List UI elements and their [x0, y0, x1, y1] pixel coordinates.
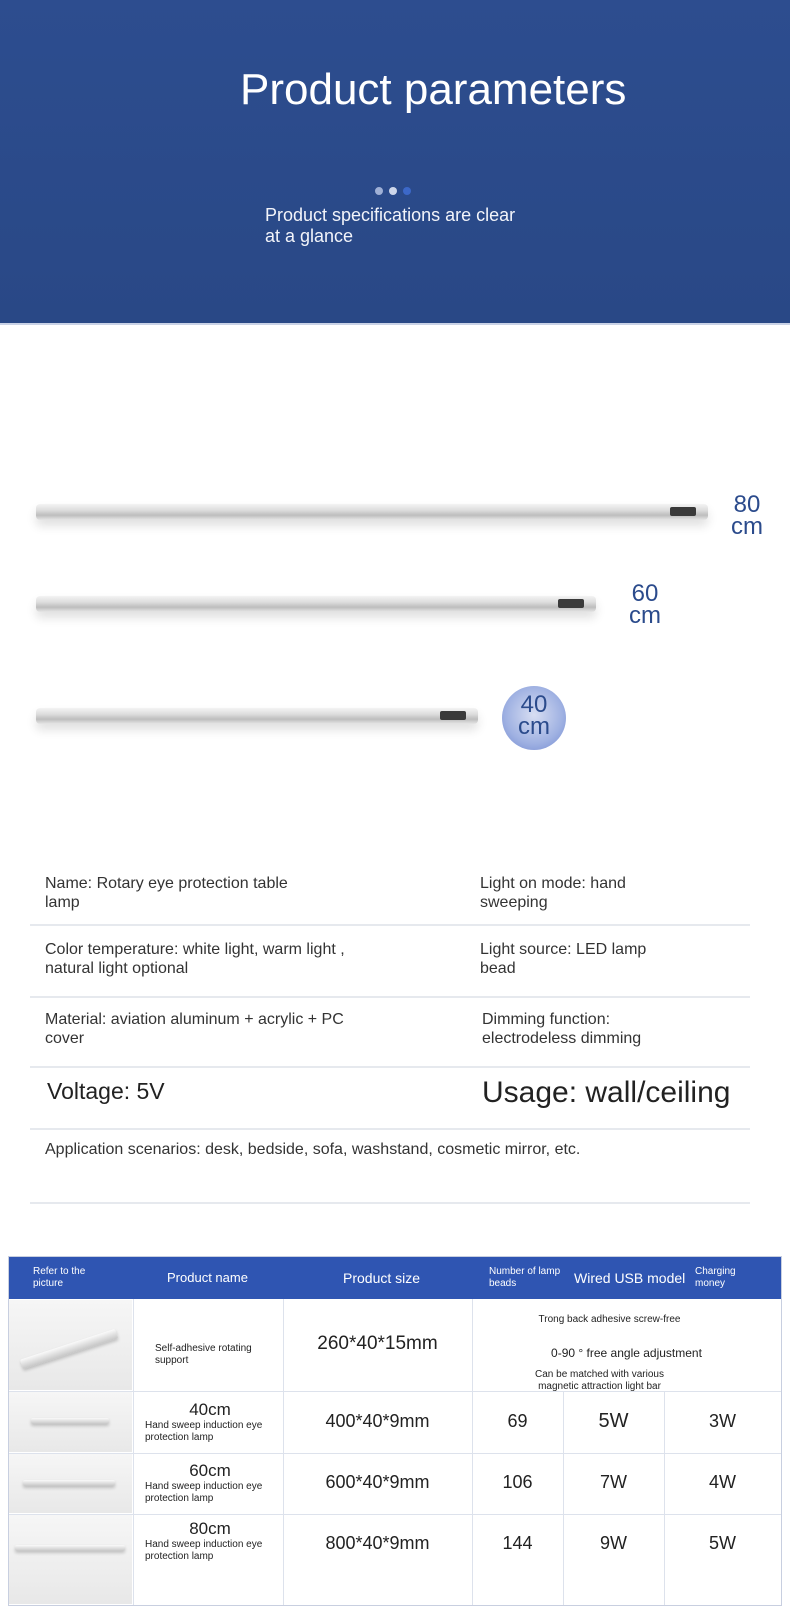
hero-subtitle: Product specifications are clear at a glance [265, 205, 516, 246]
size-unit: cm [731, 513, 763, 540]
spec-application: Application scenarios: desk, bedside, sofa, washstand, cosmetic mirror, etc. [45, 1141, 581, 1158]
size-unit: cm [629, 602, 661, 629]
size-number: 40 [520, 691, 548, 718]
hero-title: Product parameters [240, 65, 627, 114]
support-name: Self-adhesive rotating support [155, 1343, 252, 1366]
spec-row [30, 1068, 750, 1130]
spec-dimming: Dimming function: electrodeless dimming [482, 1011, 642, 1047]
support-size: 260*40*15mm [317, 1333, 438, 1354]
row-length: 60cm [189, 1461, 231, 1480]
sensor-icon [670, 507, 696, 516]
sensor-icon [440, 711, 466, 720]
spec-row [30, 926, 750, 998]
row-usb: 7W [600, 1472, 627, 1492]
spec-usage: Usage: wall/ceiling [482, 1076, 731, 1109]
spec-color-temperature: Color temperature: white light, warm light , natural light optional [45, 941, 345, 977]
row-beads: 69 [507, 1411, 528, 1431]
row-desc: Hand sweep induction eye protection lamp [145, 1539, 263, 1562]
row-charging: 4W [709, 1472, 736, 1492]
dot-icon [389, 187, 397, 195]
support-note-1: Trong back adhesive screw-free [538, 1314, 681, 1325]
row-thumbnail [9, 1454, 132, 1513]
spec-light-on-mode: Light on mode: hand sweeping [480, 875, 626, 911]
lamp-bar-60 [36, 596, 596, 612]
lamp-image [31, 1418, 109, 1424]
support-note-2: 0-90 ° free angle adjustment [551, 1346, 702, 1360]
header-name: Product name [167, 1270, 248, 1285]
table-divider [133, 1299, 134, 1605]
lamp-bar-40 [36, 708, 478, 724]
table-header [9, 1257, 781, 1299]
decorative-dots [375, 182, 417, 200]
row-size: 600*40*9mm [325, 1472, 430, 1492]
spec-voltage: Voltage: 5V [47, 1078, 165, 1104]
row-thumbnail [9, 1392, 132, 1452]
hero-banner [0, 0, 790, 325]
row-usb: 5W [598, 1410, 629, 1432]
support-image [20, 1329, 118, 1369]
row-size: 400*40*9mm [325, 1411, 430, 1431]
header-usb: Wired USB model [574, 1270, 686, 1286]
sensor-icon [558, 599, 584, 608]
spec-row [30, 1130, 750, 1204]
spec-light-source: Light source: LED lamp bead [480, 941, 647, 977]
support-note-3: Can be matched with various magnetic attraction light bar [535, 1369, 664, 1392]
header-picture: Refer to the picture [33, 1266, 86, 1289]
lamp-bar-80 [36, 504, 708, 520]
size-badge-40 [502, 686, 566, 750]
row-charging: 5W [709, 1533, 736, 1553]
lamp-image [15, 1545, 125, 1551]
header-charging: Charging money [695, 1266, 736, 1289]
spec-row [30, 860, 750, 926]
spec-material: Material: aviation aluminum + acrylic + PC cover [45, 1011, 344, 1047]
row-desc: Hand sweep induction eye protection lamp [145, 1420, 263, 1443]
row-length: 80cm [189, 1519, 231, 1538]
header-size: Product size [343, 1270, 421, 1286]
size-unit: cm [518, 713, 550, 740]
size-badge-60 [610, 580, 680, 629]
lamp-image [23, 1480, 115, 1486]
support-thumbnail [9, 1300, 132, 1390]
row-length: 40cm [189, 1400, 231, 1419]
header-beads: Number of lamp beads [489, 1266, 561, 1289]
row-beads: 106 [502, 1472, 533, 1492]
dot-icon [375, 187, 383, 195]
row-desc: Hand sweep induction eye protection lamp [145, 1481, 263, 1504]
row-usb: 9W [600, 1533, 627, 1553]
row-thumbnail [9, 1515, 132, 1604]
spec-row [30, 998, 750, 1068]
size-badge-80 [712, 491, 782, 540]
size-number: 80 [733, 491, 761, 518]
size-number: 60 [631, 580, 659, 607]
row-charging: 3W [709, 1411, 736, 1431]
dot-icon [403, 187, 411, 195]
product-table [8, 1256, 782, 1606]
row-size: 800*40*9mm [325, 1533, 430, 1553]
spec-name: Name: Rotary eye protection table lamp [45, 875, 288, 911]
table-divider [472, 1299, 473, 1605]
row-beads: 144 [502, 1533, 533, 1553]
